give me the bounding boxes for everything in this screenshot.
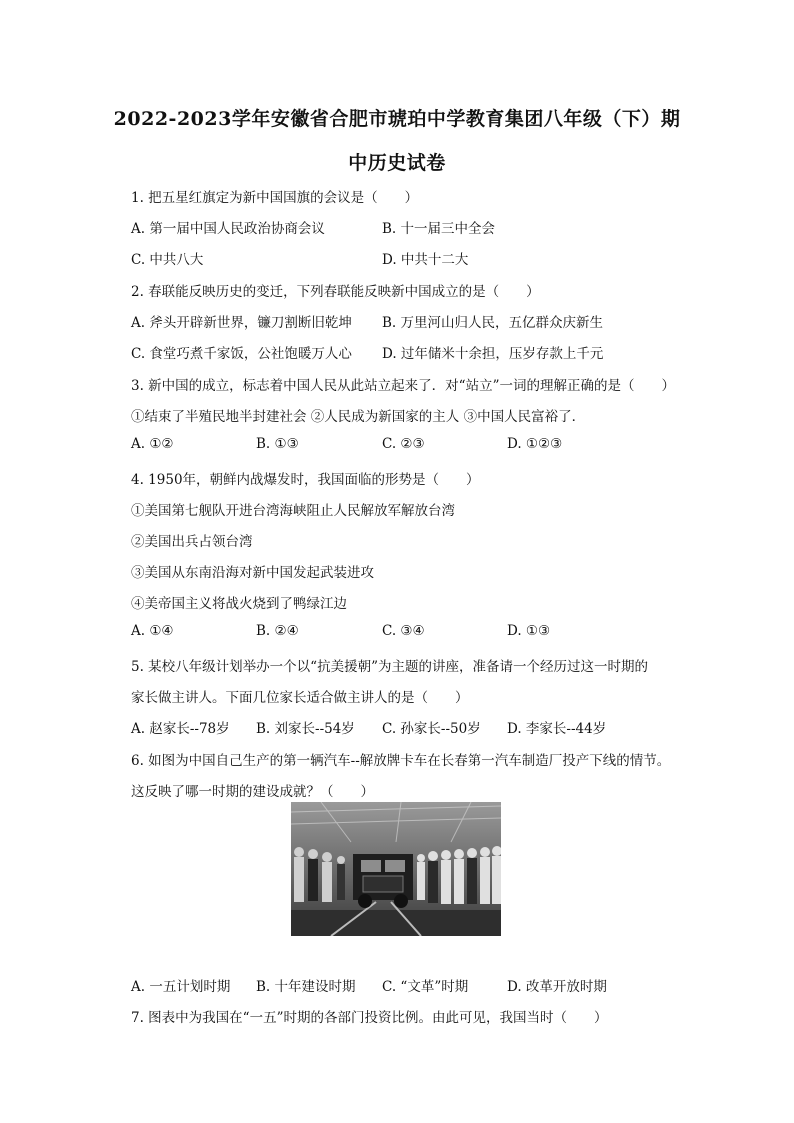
option-c: C. ③④	[382, 623, 425, 639]
option-c: C. 食堂巧煮千家饭，公社饱暖万人心	[131, 346, 352, 362]
question-5-stem-line2: 家长做主讲人。下面几位家长适合做主讲人的是（ ）	[131, 690, 469, 706]
option-a: A. ①②	[131, 436, 174, 452]
question-1-options-row2	[131, 248, 731, 266]
question-4-statement-2: ②美国出兵占领台湾	[131, 534, 253, 550]
option-c: C. “文革”时期	[382, 979, 469, 995]
option-a: A. 赵家长--78岁	[131, 721, 230, 737]
question-6-stem-line2: 这反映了哪一时期的建设成就？（ ）	[131, 784, 374, 800]
option-c: C. 中共八大	[131, 252, 204, 268]
option-d: D. ①②③	[507, 436, 563, 452]
exam-title-line1: 2022-2023学年安徽省合肥市琥珀中学教育集团八年级（下）期	[113, 108, 681, 130]
question-6-options	[131, 975, 731, 993]
option-b: B. ②④	[256, 623, 299, 639]
option-b: B. 刘家长--54岁	[256, 721, 355, 737]
option-a: A. 斧头开辟新世界，镰刀割断旧乾坤	[131, 315, 352, 331]
option-b: B. 十年建设时期	[256, 979, 356, 995]
question-2-stem: 2. 春联能反映历史的变迁，下列春联能反映新中国成立的是（ ）	[131, 284, 540, 300]
question-5-options	[131, 717, 731, 735]
option-b: B. 十一届三中全会	[382, 221, 496, 237]
question-7-stem: 7. 图表中为我国在“一五”时期的各部门投资比例。由此可见，我国当时（ ）	[131, 1010, 608, 1026]
question-4-statement-3: ③美国从东南沿海对新中国发起武装进攻	[131, 565, 374, 581]
question-2-options-row1	[131, 311, 731, 329]
option-c: C. ②③	[382, 436, 425, 452]
question-6-stem-line1: 6. 如图为中国自己生产的第一辆汽车--解放牌卡车在长春第一汽车制造厂投产下线的情节。	[131, 753, 671, 769]
truck-factory-photo	[291, 802, 501, 936]
option-a: A. 一五计划时期	[131, 979, 231, 995]
option-a: A. 第一届中国人民政治协商会议	[131, 221, 325, 237]
option-b: B. 万里河山归人民，五亿群众庆新生	[382, 315, 604, 331]
option-b: B. ①③	[256, 436, 299, 452]
question-4-stem: 4. 1950年，朝鲜内战爆发时，我国面临的形势是（ ）	[131, 472, 480, 488]
option-d: D. ①③	[507, 623, 551, 639]
question-4-statement-1: ①美国第七舰队开进台湾海峡阻止人民解放军解放台湾	[131, 503, 455, 519]
option-d: D. 李家长--44岁	[507, 721, 607, 737]
option-a: A. ①④	[131, 623, 174, 639]
question-1-stem: 1. 把五星红旗定为新中国国旗的会议是（ ）	[131, 190, 419, 206]
question-1-options-row1	[131, 217, 731, 235]
option-c: C. 孙家长--50岁	[382, 721, 481, 737]
question-5-stem-line1: 5. 某校八年级计划举办一个以“抗美援朝”为主题的讲座，准备请一个经历过这一时期的	[131, 659, 648, 675]
option-d: D. 改革开放时期	[507, 979, 607, 995]
question-3-statement: ①结束了半殖民地半封建社会 ②人民成为新国家的主人 ③中国人民富裕了．	[131, 409, 586, 425]
truck-factory-photo-drawing	[291, 802, 501, 936]
question-3-options	[131, 436, 731, 454]
exam-title-line2: 中历史试卷	[348, 152, 446, 174]
option-d: D. 中共十二大	[382, 252, 469, 268]
question-4-options	[131, 623, 731, 641]
option-d: D. 过年储米十余担，压岁存款上千元	[382, 346, 604, 362]
question-2-options-row2	[131, 342, 731, 360]
question-4-statement-4: ④美帝国主义将战火烧到了鸭绿江边	[131, 596, 347, 612]
question-3-stem: 3. 新中国的成立，标志着中国人民从此站立起来了．对“站立”一词的理解正确的是（ ）	[131, 378, 675, 394]
